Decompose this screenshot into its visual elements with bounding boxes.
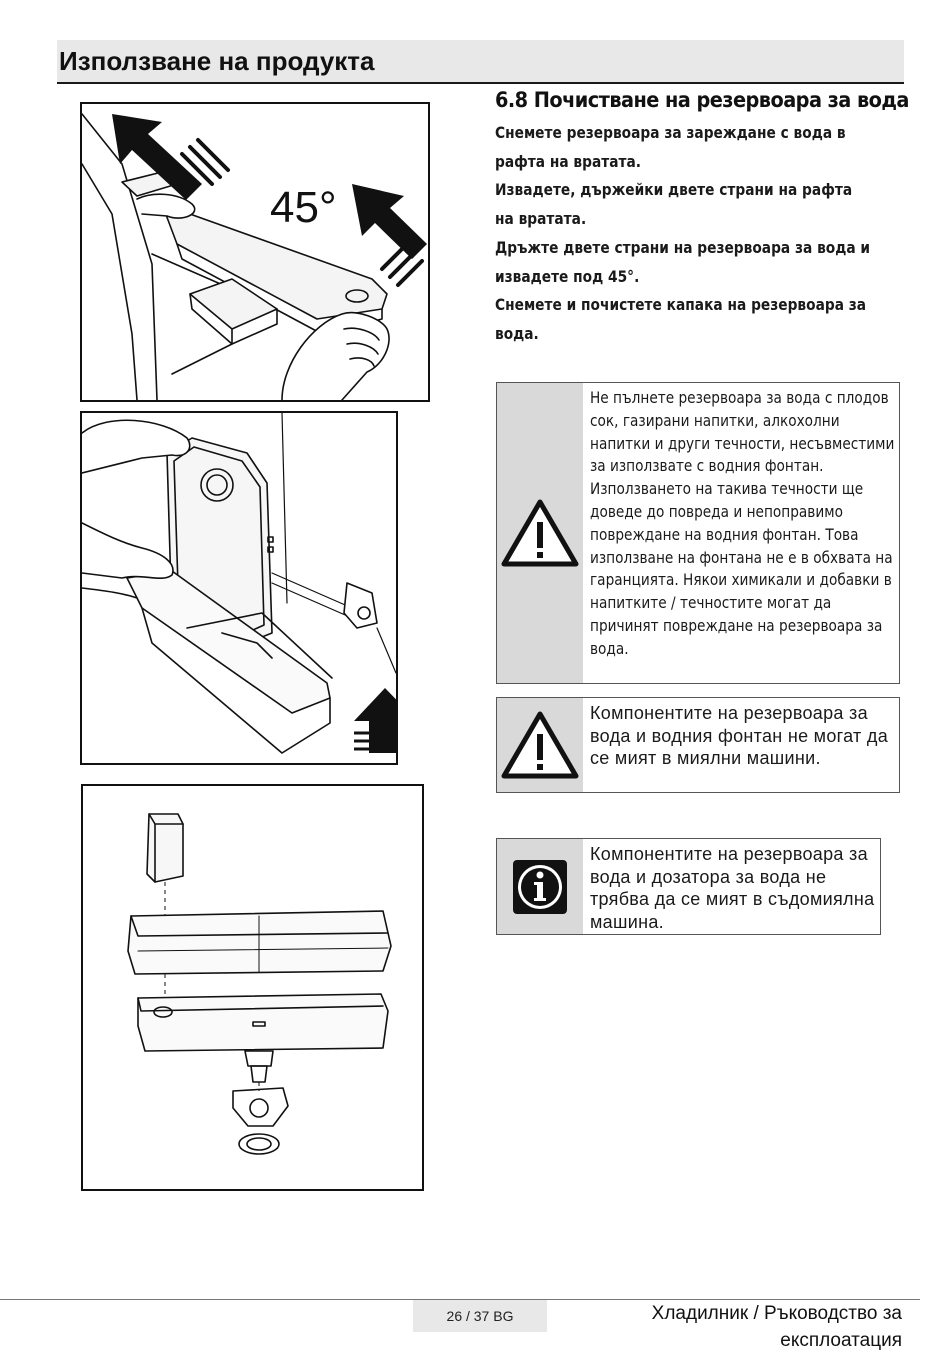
instruction-paragraph: Извадете, държейки двете страни на рафта на вратата.: [495, 180, 853, 228]
footer-title: [582, 1300, 902, 1354]
info-icon: [511, 858, 569, 916]
section-title: 6.8 Почистване на резервоара за вода: [495, 88, 909, 112]
note-text: Не пълнете резервоара за вода с плодов сок, газирани напитки, алкохолни напитки и други течности, несъвместими за използвате с водния фонтан. Използването на такива течности ще доведе до повреда и непоправимо повреждане на водния фонтан. Това използване на фонтана не е в обхвата на гаранцията. Някои химикали и добавки в напитките / течностите могат да причинят повреждане на резервоара за вода.: [590, 388, 895, 658]
warning-note: [496, 697, 900, 793]
figure-exploded-parts: [81, 784, 424, 1191]
figure-remove-shelf: [80, 102, 430, 402]
note-icon-cell: [497, 383, 583, 683]
page-header: [57, 40, 904, 84]
header-title: Използване на продукта: [59, 46, 375, 76]
arrow-up-icon: [354, 688, 396, 753]
arrow-icon: [352, 184, 427, 259]
warning-icon: [501, 710, 579, 780]
instruction-paragraph: Снемете резервоара за зареждане с вода в рафта на вратата.: [495, 123, 846, 171]
note-icon-cell: [497, 839, 583, 934]
warning-note: [496, 382, 900, 684]
angle-label: 45°: [270, 183, 337, 232]
illustration-separate-tank: [82, 413, 396, 763]
illustration-remove-shelf: [82, 104, 428, 400]
note-text: Компонентите на резервоара за вода и дозатора за вода не трябва да се мият в съдомиялна машина.: [590, 844, 875, 932]
instruction-paragraph: Дръжте двете страни на резервоара за вода и извадете под 45°.: [495, 238, 871, 286]
illustration-exploded-parts: [83, 786, 422, 1189]
page-number: 26 / 37 BG: [413, 1300, 547, 1332]
footer-title-line: Хладилник / Ръководство за: [651, 1303, 902, 1324]
footer-title-line: експлоатация: [780, 1330, 902, 1351]
warning-icon: [501, 498, 579, 568]
info-note: [496, 838, 881, 935]
note-text: Компонентите на резервоара за вода и водния фонтан не могат да се мият в миялни машини.: [590, 703, 889, 768]
note-icon-cell: [497, 698, 583, 792]
instruction-paragraph: Снемете и почистете капака на резервоара за вода.: [495, 295, 867, 343]
figure-separate-tank: [80, 411, 398, 765]
